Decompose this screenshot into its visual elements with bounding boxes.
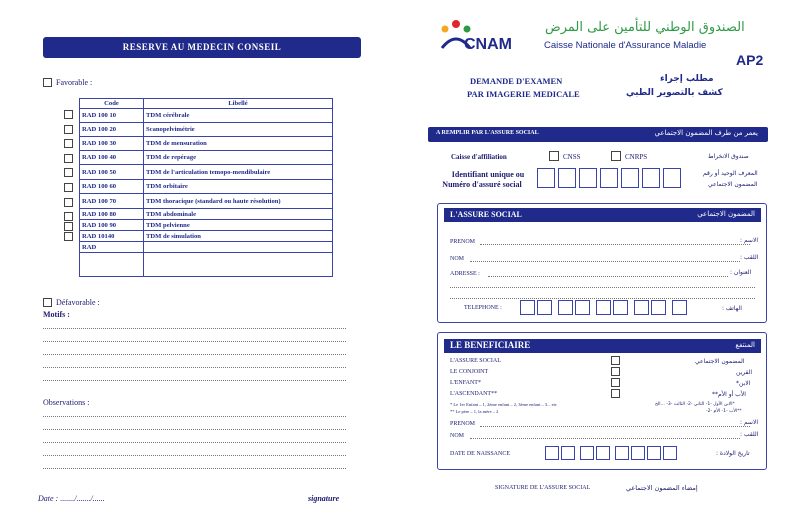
exam-code: RAD 100 30 [80,137,144,151]
exam-checkbox[interactable] [64,232,73,241]
favorable-checkbox[interactable] [43,78,52,87]
insured-section-header [444,208,761,222]
observations-line[interactable] [43,442,346,443]
cnrps-label: CNRPS [625,153,648,161]
insured-banner-ar: يعمر من طرف المضمون الاجتماعي [654,129,758,137]
table-row [80,180,333,194]
insured-section-title: L'ASSURE SOCIAL [450,210,522,219]
exam-code: RAD 100 60 [80,180,144,194]
table-row [80,220,333,231]
exam-table-checkbox-column [57,108,79,243]
table-row [80,253,333,277]
form-code: AP2 [736,52,764,68]
exam-checkbox[interactable] [64,222,73,231]
insured-telephone-label-ar: الهاتف : [722,305,742,312]
beneficiary-option-label-ar: المضمون الاجتماعي [695,358,745,365]
exam-checkbox[interactable] [64,212,73,221]
table-row [80,123,333,137]
observations-label: Observations : [43,398,90,407]
beneficiary-note-fr-2: ** Le pére – 1, la mère – 2 [450,409,499,414]
beneficiary-option-label-ar: الابن* [736,380,751,387]
exam-code: RAD 100 70 [80,194,144,209]
exam-label [144,253,333,277]
beneficiary-option-label-ar: الأب أو الأم** [712,391,746,398]
caisse-label-ar: صندوق الانخراط [708,153,749,160]
beneficiary-option-label: L'ASSURE SOCIAL [450,358,501,364]
exam-label: TDM de repérage [144,151,333,165]
identifier-label-ar-2: المضمون الاجتماعي [708,181,758,188]
identifier-label-1: Identifiant unique ou [451,170,525,179]
insured-adresse-label: ADRESSE : [450,271,480,277]
insured-section-title-ar: المضمون الاجتماعي [697,210,755,218]
column-header: Libellé [144,99,333,109]
beneficiary-section-title-ar: المنتفع [735,341,755,349]
insured-adresse-label-ar: العنوان : [730,269,752,276]
defavorable-label: Défavorable : [56,298,100,307]
beneficiary-option-label-ar: القرين [736,369,753,376]
table-row [80,209,333,220]
org-name-french: Caisse Nationale d'Assurance Maladie [544,40,707,51]
beneficiary-dob-input[interactable] [545,446,685,460]
beneficiary-child-checkbox[interactable] [611,378,620,387]
beneficiary-section-header [444,339,761,353]
motifs-line[interactable] [43,367,346,368]
motifs-line[interactable] [43,328,346,329]
medical-advisor-header: RESERVE AU MEDECIN CONSEIL [43,37,361,58]
exam-label: TDM orbitaire [144,180,333,194]
exam-label: TDM cérébrale [144,109,333,123]
title-arabic-line2: كشف بالتصوير الطبي [626,88,723,98]
exam-codes-table [79,98,333,277]
title-arabic-line1: مطلب إجراء [660,74,714,84]
beneficiary-nom-field[interactable] [470,438,740,439]
exam-code: RAD 100 50 [80,165,144,180]
identifier-label-2: Numéro d'assuré social [442,180,522,189]
insured-prenom-field[interactable] [480,244,750,245]
insured-adresse-line[interactable] [450,298,755,299]
insured-adresse-line[interactable] [450,287,755,288]
exam-code: RAD 100 20 [80,123,144,137]
table-row [80,151,333,165]
exam-checkbox[interactable] [64,154,73,163]
cnrps-checkbox[interactable] [611,151,621,161]
signature-label: signature [308,494,340,503]
exam-checkbox[interactable] [64,139,73,148]
exam-code: RAD 100 40 [80,151,144,165]
exam-label: TDM abdominale [144,209,333,220]
table-row [80,231,333,242]
insured-prenom-label-ar: الاسم : [740,237,759,244]
observations-line[interactable] [43,429,346,430]
beneficiary-prenom-label-ar: الاسم : [740,419,759,426]
beneficiary-option-label: LE CONJOINT [450,369,489,375]
exam-checkbox[interactable] [64,125,73,134]
observations-line[interactable] [43,416,346,417]
title-french-line2: PAR IMAGERIE MEDICALE [467,89,580,99]
motifs-label: Motifs : [43,310,70,319]
observations-line[interactable] [43,468,346,469]
beneficiary-ascendant-checkbox[interactable] [611,389,620,398]
beneficiary-note-fr-1: * Le 1er Enfant – 1, 2ème enfant – 2, 3ème enfant – 3... etc [450,402,557,407]
insured-banner-fr: A REMPLIR PAR L'ASSURE SOCIAL [436,130,539,136]
exam-label [144,242,333,253]
beneficiary-option-label: L'ENFANT* [450,380,481,386]
table-row [80,165,333,180]
exam-label: TDM de l'articulation temopo-mendibulaire [144,165,333,180]
exam-code: RAD 100 80 [80,209,144,220]
date-field[interactable]: Date : ......./......./...... [38,494,105,503]
exam-code: RAD 100 10 [80,109,144,123]
exam-checkbox[interactable] [64,110,73,119]
favorable-label: Favorable : [56,78,93,87]
table-row [80,137,333,151]
beneficiary-prenom-label: PRENOM [450,421,476,427]
table-header-row [80,99,333,109]
table-row [80,194,333,209]
table-row [80,242,333,253]
cnam-wordmark: CNAM [464,36,512,53]
identifier-label-ar-1: المعرف الوحيد أو رقم [703,170,758,177]
insured-banner [428,127,768,142]
insured-nom-field[interactable] [470,261,740,262]
insured-nom-label: NOM [450,256,465,262]
column-header: Code [80,99,144,109]
exam-label: Scanopelvimétrie [144,123,333,137]
beneficiary-note-ar-2: **الأب -1- الأم -2- [706,409,742,414]
exam-code [80,253,144,277]
exam-checkbox[interactable] [64,183,73,192]
exam-label: TDM pelvienne [144,220,333,231]
insured-adresse-field[interactable] [488,276,728,277]
table-row [80,109,333,123]
insured-telephone-input[interactable] [520,300,690,315]
exam-code: RAD 100 90 [80,220,144,231]
insured-prenom-label: PRENOM [450,239,476,245]
insured-signature-label: SIGNATURE DE L'ASSURE SOCIAL [495,485,591,491]
title-french-line1: DEMANDE D'EXAMEN [470,76,563,86]
insured-nom-label-ar: اللقب : [740,254,759,261]
motifs-line[interactable] [43,380,346,381]
exam-code: RAD [80,242,144,253]
defavorable-checkbox[interactable] [43,298,52,307]
beneficiary-insured-checkbox[interactable] [611,356,620,365]
org-name-arabic: الصندوق الوطني للتأمين على المرض [545,20,745,35]
observations-line[interactable] [43,455,346,456]
beneficiary-prenom-field[interactable] [480,426,750,427]
beneficiary-dob-label-ar: تاريخ الولادة : [716,450,750,457]
beneficiary-section-title: LE BENEFICIAIRE [450,340,531,350]
exam-label: TDM de mensuration [144,137,333,151]
motifs-line[interactable] [43,354,346,355]
exam-label: TDM thoracique (standard ou haute résolution) [144,194,333,209]
cnss-label: CNSS [563,153,581,161]
exam-checkbox[interactable] [64,198,73,207]
caisse-label: Caisse d'affiliation [451,153,507,161]
beneficiary-note-ar-1: *الابن الأول -1- الثاني -2- الثالث -3- ...الخ [655,402,735,407]
beneficiary-spouse-checkbox[interactable] [611,367,620,376]
exam-label: TDM de simulation [144,231,333,242]
insured-telephone-label: TELEPHONE : [464,305,502,311]
exam-checkbox[interactable] [64,168,73,177]
cnss-checkbox[interactable] [549,151,559,161]
beneficiary-option-label: L'ASCENDANT** [450,391,498,397]
identifier-input[interactable] [537,168,690,188]
beneficiary-dob-label: DATE DE NAISSANCE [450,451,510,457]
insured-signature-label-ar: إمضاء المضمون الاجتماعي [626,484,698,492]
beneficiary-nom-label-ar: اللقب : [740,431,759,438]
beneficiary-nom-label: NOM [450,433,465,439]
exam-code: RAD 10140 [80,231,144,242]
motifs-line[interactable] [43,341,346,342]
